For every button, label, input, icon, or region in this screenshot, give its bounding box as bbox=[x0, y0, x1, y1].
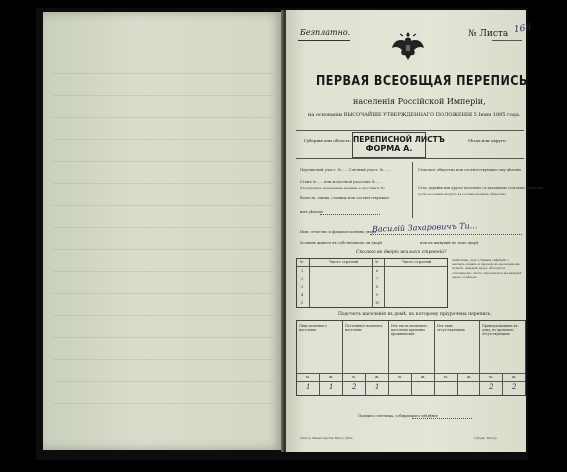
stamp-underline bbox=[298, 40, 350, 41]
field-census-district: Переписной участ. №...... Счетный участ. №...... bbox=[300, 168, 391, 172]
form-header-top-rule bbox=[296, 130, 524, 131]
form-title-line2: ФОРМА А. bbox=[365, 144, 413, 153]
census-subtitle: населенія Россійской Имперіи, bbox=[353, 97, 486, 106]
form-header-bottom-rule bbox=[296, 158, 524, 159]
table-row: 8 bbox=[376, 285, 379, 289]
field-village-society: Сельское общество или соответствующее ему дѣленіе bbox=[418, 168, 522, 172]
table-row: 7 bbox=[376, 277, 379, 281]
summary-col-1: Лица наличнаго населенія bbox=[299, 324, 327, 332]
summary-heading: Подсчетъ населенія въ домѣ, къ которому пріурочена перепись. bbox=[338, 312, 492, 317]
owner-fill-line bbox=[370, 234, 522, 235]
subheader-m: м. bbox=[489, 375, 493, 379]
table-row: 2 bbox=[301, 277, 304, 281]
subheader-f: ж. bbox=[467, 375, 472, 379]
table-row: 4 bbox=[301, 293, 304, 297]
population-summary-table bbox=[296, 320, 526, 396]
subheader-m: м. bbox=[398, 375, 402, 379]
form-title-line1: ПЕРЕПИСНОЙ ЛИСТЪ bbox=[353, 135, 445, 144]
field-village-note: (если поселенія входятъ въ составъ разныхъ обществъ) bbox=[418, 192, 506, 196]
buildings-col-num-1: № bbox=[300, 260, 304, 264]
form-title-box bbox=[352, 132, 445, 158]
table-row: 9 bbox=[376, 293, 379, 297]
district-label: Уѣздъ или округъ: bbox=[468, 138, 507, 143]
residence-right: или не живущій въ томъ дворѣ bbox=[420, 241, 479, 245]
table-row: 6 bbox=[376, 269, 379, 273]
summary-value: 2 bbox=[489, 383, 494, 391]
sheet-number-label: № Листа bbox=[468, 29, 509, 39]
signature-label: Подпись счетчика, собиравшаго свѣдѣнія bbox=[358, 414, 438, 418]
summary-value: 2 bbox=[352, 383, 357, 391]
imperial-eagle-icon bbox=[390, 28, 426, 64]
signature-line bbox=[412, 418, 472, 419]
summary-value: 1 bbox=[375, 383, 380, 391]
field-village: Село, деревня или другое поселеніе съ указаніемъ сельскаго общества bbox=[418, 186, 543, 190]
left-page bbox=[43, 12, 283, 450]
owner-handwritten-name: Василій Захаровичъ Ти... bbox=[371, 221, 478, 234]
printer-right: Губерн. Типогр. bbox=[474, 436, 498, 440]
note-text: Замѣчаніе. Для собранія свѣдѣній о жилыхъ домахъ и дворахъ въ населенномъ пунктѣ, каждый дворъ обходится счетчикомъ; листъ заполняется на каждый дворъ отдѣльно. bbox=[452, 258, 522, 279]
subheader-f: ж. bbox=[512, 375, 517, 379]
summary-value: 2 bbox=[512, 383, 517, 391]
subheader-m: м. bbox=[306, 375, 310, 379]
summary-col-2: Постоянное наличное населеніе bbox=[345, 324, 383, 332]
subheader-m: м. bbox=[444, 375, 448, 379]
field-volost: Волость, гмина, станица или соответствующее bbox=[300, 196, 390, 200]
summary-value: 1 bbox=[306, 383, 311, 391]
table-row: 1 bbox=[301, 269, 304, 273]
subheader-f: ж. bbox=[375, 375, 380, 379]
subheader-f: ж. bbox=[329, 375, 334, 379]
left-page-ruling bbox=[53, 52, 273, 420]
subheader-m: м. bbox=[352, 375, 356, 379]
summary-col-3: Изъ числа наличнаго населенія временно проживающіе bbox=[391, 324, 428, 336]
table-row: 5 bbox=[301, 301, 304, 305]
sheet-number-value: 168 bbox=[513, 22, 532, 36]
field-volost-2: имъ дѣленіе bbox=[300, 210, 324, 214]
province-label: Губернія или область: bbox=[304, 138, 351, 143]
volost-fill-line bbox=[320, 214, 380, 215]
owner-label: Имя, отчество и фамилія хозяина двора bbox=[300, 230, 377, 234]
printer-left: Типогр. Министерства Внутр. Дѣлъ bbox=[300, 436, 353, 440]
buildings-table bbox=[296, 258, 448, 308]
table-row: 10 bbox=[375, 301, 380, 305]
subheader-f: ж. bbox=[421, 375, 426, 379]
summary-col-5: Принадлежащихъ къ дому, но временно отсутствующихъ bbox=[482, 324, 518, 336]
summary-col-4: Изъ лицъ отсутствующихъ bbox=[437, 324, 466, 332]
field-stan-note: (Подчеркнуть надлежащее названіе и проставить №) bbox=[300, 186, 385, 190]
fields-divider bbox=[412, 162, 413, 218]
buildings-col-num-2: № bbox=[375, 260, 379, 264]
census-decree-line: на основаніи ВЫСОЧАЙШЕ УТВЕРЖДЕННАГО ПОЛОЖЕНІЯ 5 Іюня 1895 года. bbox=[308, 112, 521, 118]
residence-left: Хозяинъ живетъ въ собственномъ ли дворѣ bbox=[300, 241, 383, 245]
buildings-col-count-2: Число строеній bbox=[402, 260, 432, 264]
table-row: 3 bbox=[301, 285, 304, 289]
census-title: ПЕРВАЯ ВСЕОБЩАЯ ПЕРЕПИСЬ bbox=[316, 74, 528, 89]
free-stamp: Безплатно. bbox=[300, 28, 351, 37]
buildings-heading: Сколько во дворѣ жилыхъ строеній? bbox=[356, 250, 447, 255]
summary-value: 1 bbox=[329, 383, 334, 391]
buildings-col-count-1: Число строеній bbox=[329, 260, 359, 264]
sheet-number-line bbox=[492, 40, 522, 41]
field-stan: Станъ №...... или волостной участокъ №...... bbox=[300, 180, 382, 184]
